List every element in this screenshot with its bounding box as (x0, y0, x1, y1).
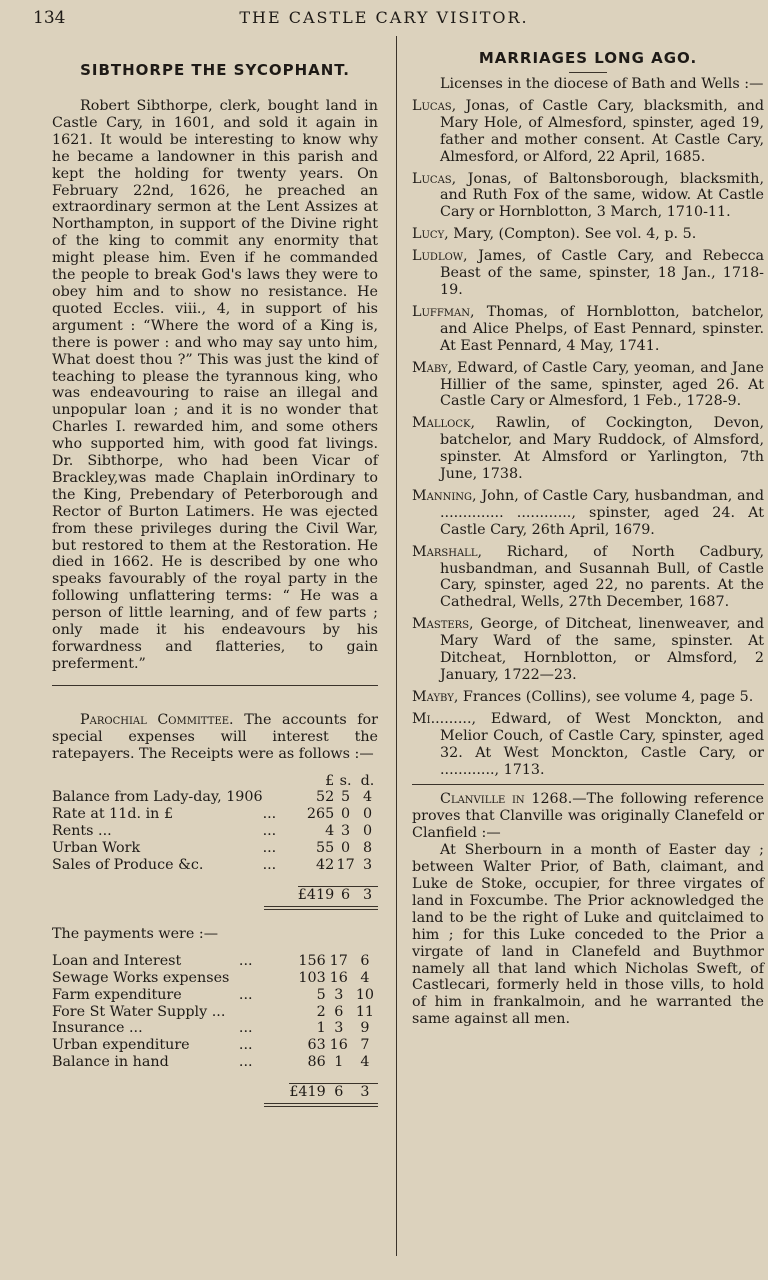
article-title-marriages: MARRIAGES LONG AGO. (478, 49, 698, 67)
title-rule (569, 72, 607, 73)
table-row: Balance in hand ... 86 1 4 (52, 1054, 370, 1071)
article-title-sibthorpe: SIBTHORPE THE SYCOPHANT. (80, 61, 350, 79)
clanville-body: At Sherbourn in a month of Easter day ; between Walter Prior, of Bath, claimant, and Luke de Stoke, occupier, for three virgates of land in Foxcumbe. The Prior acknowledged the land to be the right of Luke and quitclaimed to him ; for this Luke conceded to the Prior a virgate of land in Clanefeld and Buythmor namely all that land which Nicholas Sweft, of Castlecari, formerly held in those vills, to hold of him in frankalmoin, and he warranted the same against all men. (412, 842, 764, 1028)
clanville-heading: Clanville in 1268. (440, 791, 573, 808)
right-column (412, 48, 764, 1028)
marriage-entry: Mi........., Edward, of West Monckton, and Melior Couch, of Castle Cary, spinster, aged 32. At West Monckton, Castle Cary, or ............, 1713. (412, 710, 764, 778)
currency-header-row (52, 773, 378, 790)
section-divider (52, 685, 378, 686)
col-pence: d. (360, 772, 375, 789)
clanville-intro: Clanville in 1268.—The following reference proves that Clanville was originally Clanefeld or Clanfield :— (412, 791, 764, 842)
table-row: Urban Work ... 55 0 8 (52, 840, 373, 857)
table-row: Loan and Interest ... 156 17 6 (52, 952, 370, 969)
payments-total-row: £419 6 3 (52, 1084, 378, 1101)
marriage-entry: Marshall, Richard, of North Cadbury, husbandman, and Susannah Bull, of Castle Cary, spinster, aged 22, no parents. At the Cathedral, Wells, 27th December, 1687. (412, 543, 764, 611)
table-row: Sales of Produce &c. ... 42 17 3 (52, 857, 373, 874)
table-row: Rents ... ... 4 3 0 (52, 823, 373, 840)
table-row: Sewage Works expenses 103 16 4 (52, 969, 370, 986)
marriage-entry: Mallock, Rawlin, of Cockington, Devon, batchelor, and Mary Ruddock, of Almsford, spinster. At Almsford or Yarlington, 7th June, 1738. (412, 415, 764, 483)
marriage-entry: Maby, Edward, of Castle Cary, yeoman, and Jane Hillier of the same, spinster, aged 26. At Castle Cary or Almesford, 1 Feb., 1728-9. (412, 359, 764, 410)
committee-heading: Parochial Committee. (80, 711, 234, 728)
payments-table (52, 953, 378, 1101)
marriage-entry: Masters, George, of Ditcheat, linenweaver, and Mary Ward of the same, spinster. At Ditcheat, Hornblotton, or Almsford, 2 January, 1722—23. (412, 616, 764, 683)
committee-intro-text: The accounts for special expenses will interest the ratepayers. The Receipts were as follows :— (52, 711, 378, 762)
marriage-entry: Lucy, Mary, (Compton). See vol. 4, p. 5. (412, 226, 697, 243)
marriage-entry: Manning, John, of Castle Cary, husbandman, and .............. ............, spinster, aged 24. At Castle Cary, 26th April, 1679. (412, 487, 764, 538)
marriage-entry: Luffman, Thomas, of Hornblotton, batchelor, and Alice Phelps, of East Pennard, spinster. At East Pennard, 4 May, 1741. (412, 303, 764, 354)
page-header (0, 4, 768, 28)
running-title: THE CASTLE CARY VISITOR. (239, 8, 529, 27)
marriages-intro: Licenses in the diocese of Bath and Wells :— (440, 76, 764, 92)
col-pounds: £ (325, 772, 335, 789)
double-rule (264, 1103, 378, 1107)
committee-intro (52, 712, 378, 763)
double-rule (264, 906, 378, 910)
marriage-entry: Ludlow, James, of Castle Cary, and Rebecca Beast of the same, spinster, 18 Jan., 1718-19. (412, 248, 764, 298)
article-body-sibthorpe: Robert Sibthorpe, clerk, bought land in Castle Cary, in 1601, and sold it again in 1621. It would be interesting to know why he became a landowner in this parish and kept the holding for twenty years. On February 22nd, 1626, he preached an extraordinary sermon at the Lent Assizes at Northampton, in support of the Divine right of the king to commit any enormity that might please him. Even if he commanded the people to break God's laws they were to obey him and to show no resistance. He quoted Eccles. viii., 4, in support of his argument : “Where the word of a King is, there is power : and who may say unto him, What doest thou ?” This was just the kind of teaching to please the tyrannous king, who was endeavouring to raise an illegal and unpopular loan ; and it is no wonder that Charles I. rewarded him, and some others who supported him, with good fat livings. Dr. Sibthorpe, who had been Vicar of Brackley,was made Chaplain inOrdinary to the King, Prebendary of Peterborough and Rector of Burton Latimers. He was ejected from these privileges during the Civil War, but restored to them at the Restoration. He died in 1662. He is described by one who speaks favourably of the royal party in the following unflattering terms: “ He was a person of little learning, and of few parts ; only made it his endeavours by his forwardness and flatteries, to gain preferment.” (52, 98, 378, 672)
marriage-entry: Mayby, Frances (Collins), see volume 4, page 5. (412, 688, 754, 705)
receipts-total-row: £419 6 3 (52, 886, 378, 903)
table-row: Balance from Lady-day, 1906 52 5 4 (52, 789, 373, 806)
marriage-entry: Lucas, Jonas, of Baltonsborough, blacksmith, and Ruth Fox of the same, widow. At Castle Cary or Hornblotton, 3 March, 1710-11. (412, 170, 764, 221)
col-shillings: s. (339, 772, 352, 789)
table-row: Farm expenditure ... 5 3 10 (52, 986, 375, 1003)
page-number: 134 (33, 8, 66, 28)
table-row: Insurance ... ... 1 3 9 (52, 1020, 370, 1037)
table-row: Fore St Water Supply ... 2 6 11 (52, 1003, 375, 1020)
column-divider (396, 36, 397, 1256)
table-row: Urban expenditure ... 63 16 7 (52, 1037, 370, 1054)
table-row: Rate at 11d. in £ ... 265 0 0 (52, 806, 373, 823)
payments-heading: The payments were :— (52, 925, 219, 942)
section-divider (412, 784, 764, 785)
receipts-table (52, 773, 378, 904)
left-column (52, 60, 378, 1107)
marriage-entry: Lucas, Jonas, of Castle Cary, blacksmith, and Mary Hole, of Almesford, spinster, aged 19, father and mother consent. At Castle Cary, Almesford, or Alford, 22 April, 1685. (412, 97, 764, 165)
